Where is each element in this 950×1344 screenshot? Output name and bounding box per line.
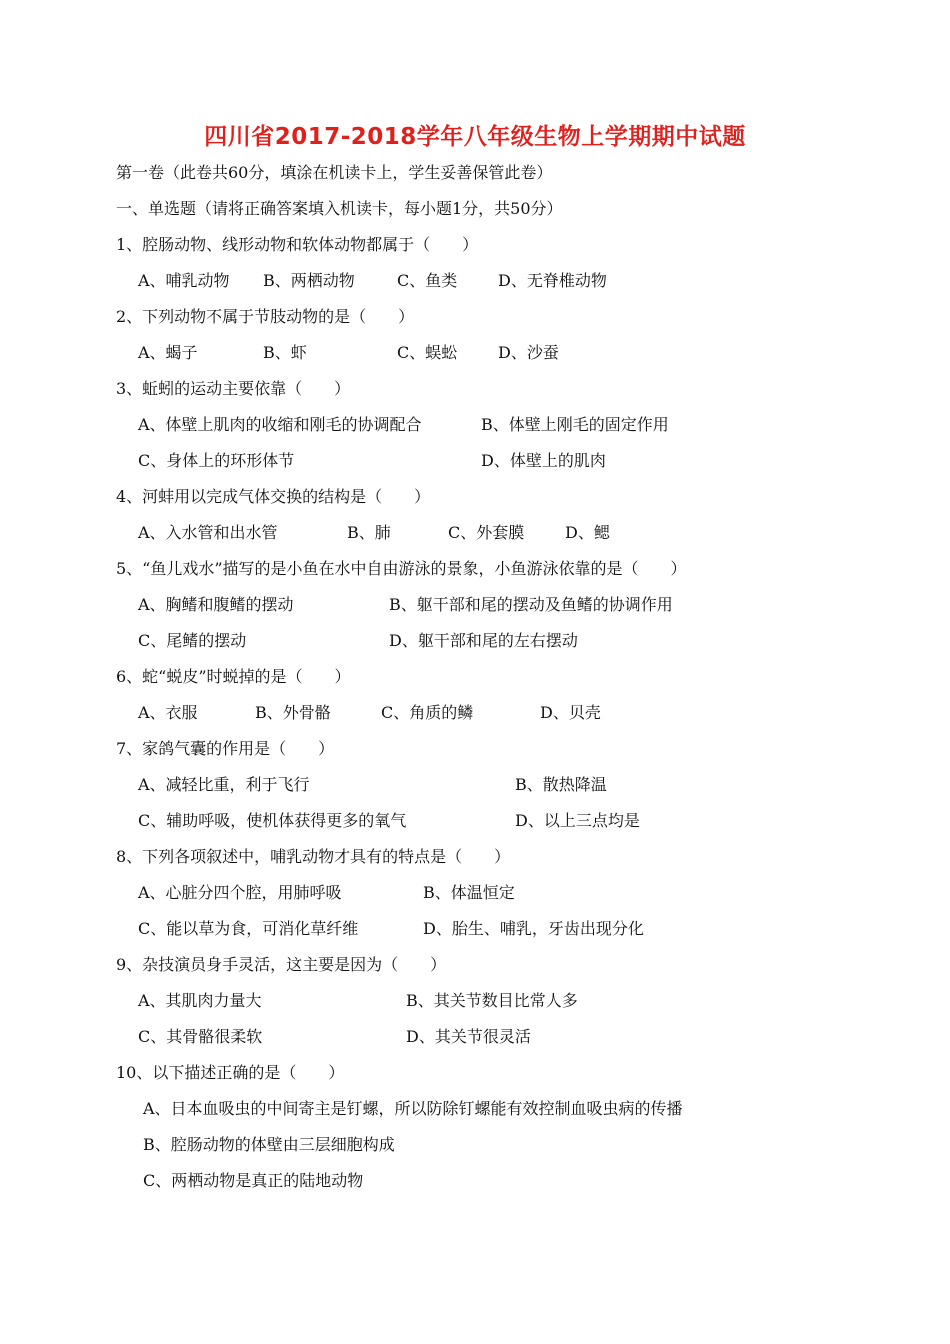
option-c: C、角质的鳞 [381,703,474,722]
question-stem: 2、下列动物不属于节肢动物的是（ ） [116,307,415,326]
option-c: C、身体上的环形体节 [138,451,295,470]
option-b: B、体温恒定 [423,883,515,902]
option-d: D、贝壳 [540,703,601,722]
option-b: B、两栖动物 [263,271,355,290]
option-b: B、躯干部和尾的摆动及鱼鳍的协调作用 [389,595,673,614]
option-a: A、减轻比重，利于飞行 [138,775,310,794]
page-title: 四川省2017-2018学年八年级生物上学期期中试题 [204,124,746,150]
option-b: B、体壁上刚毛的固定作用 [481,415,669,434]
option-d: D、躯干部和尾的左右摆动 [389,631,578,650]
option-d: D、沙蚕 [498,343,559,362]
question-stem: 4、河蚌用以完成气体交换的结构是（ ） [116,487,431,506]
option-c: C、外套膜 [448,523,525,542]
question-stem: 7、家鸽气囊的作用是（ ） [116,739,335,758]
option-b: B、肺 [347,523,391,542]
question-stem: 5、“鱼儿戏水”描写的是小鱼在水中自由游泳的景象，小鱼游泳依靠的是（ ） [116,559,687,578]
option-c: C、蜈蚣 [397,343,458,362]
option-a: A、衣服 [138,703,198,722]
option-b: B、外骨骼 [255,703,331,722]
option-b: B、腔肠动物的体壁由三层细胞构成 [143,1135,395,1154]
question-stem: 10、以下描述正确的是（ ） [116,1063,345,1082]
question-stem: 3、蚯蚓的运动主要依靠（ ） [116,379,351,398]
option-c: C、两栖动物是真正的陆地动物 [143,1171,364,1190]
section-heading: 一、单选题（请将正确答案填入机读卡，每小题1分，共50分） [116,199,563,218]
option-a: A、心脏分四个腔，用肺呼吸 [138,883,342,902]
question-stem: 1、腔肠动物、线形动物和软体动物都属于（ ） [116,235,479,254]
option-c: C、辅助呼吸，使机体获得更多的氧气 [138,811,407,830]
option-b: B、散热降温 [515,775,607,794]
option-d: D、无脊椎动物 [498,271,607,290]
option-a: A、哺乳动物 [138,271,230,290]
option-d: D、体壁上的肌肉 [481,451,606,470]
option-a: A、蝎子 [138,343,198,362]
option-c: C、能以草为食，可消化草纤维 [138,919,359,938]
option-a: A、入水管和出水管 [138,523,278,542]
option-d: D、鳃 [565,523,610,542]
option-c: C、尾鳍的摆动 [138,631,247,650]
question-stem: 8、下列各项叙述中，哺乳动物才具有的特点是（ ） [116,847,511,866]
option-a: A、体壁上肌肉的收缩和刚毛的协调配合 [138,415,422,434]
option-d: D、胎生、哺乳，牙齿出现分化 [423,919,644,938]
option-d: D、以上三点均是 [515,811,640,830]
option-c: C、鱼类 [397,271,458,290]
question-stem: 9、杂技演员身手灵活，这主要是因为（ ） [116,955,447,974]
option-a: A、胸鳍和腹鳍的摆动 [138,595,294,614]
option-b: B、其关节数目比常人多 [406,991,578,1010]
option-a: A、其肌肉力量大 [138,991,262,1010]
option-a: A、日本血吸虫的中间寄主是钉螺，所以防除钉螺能有效控制血吸虫病的传播 [143,1099,683,1118]
question-stem: 6、蛇“蜕皮”时蜕掉的是（ ） [116,667,351,686]
option-b: B、虾 [263,343,307,362]
option-c: C、其骨骼很柔软 [138,1027,263,1046]
option-d: D、其关节很灵活 [406,1027,531,1046]
volume-intro: 第一卷（此卷共60分，填涂在机读卡上，学生妥善保管此卷） [116,163,553,182]
